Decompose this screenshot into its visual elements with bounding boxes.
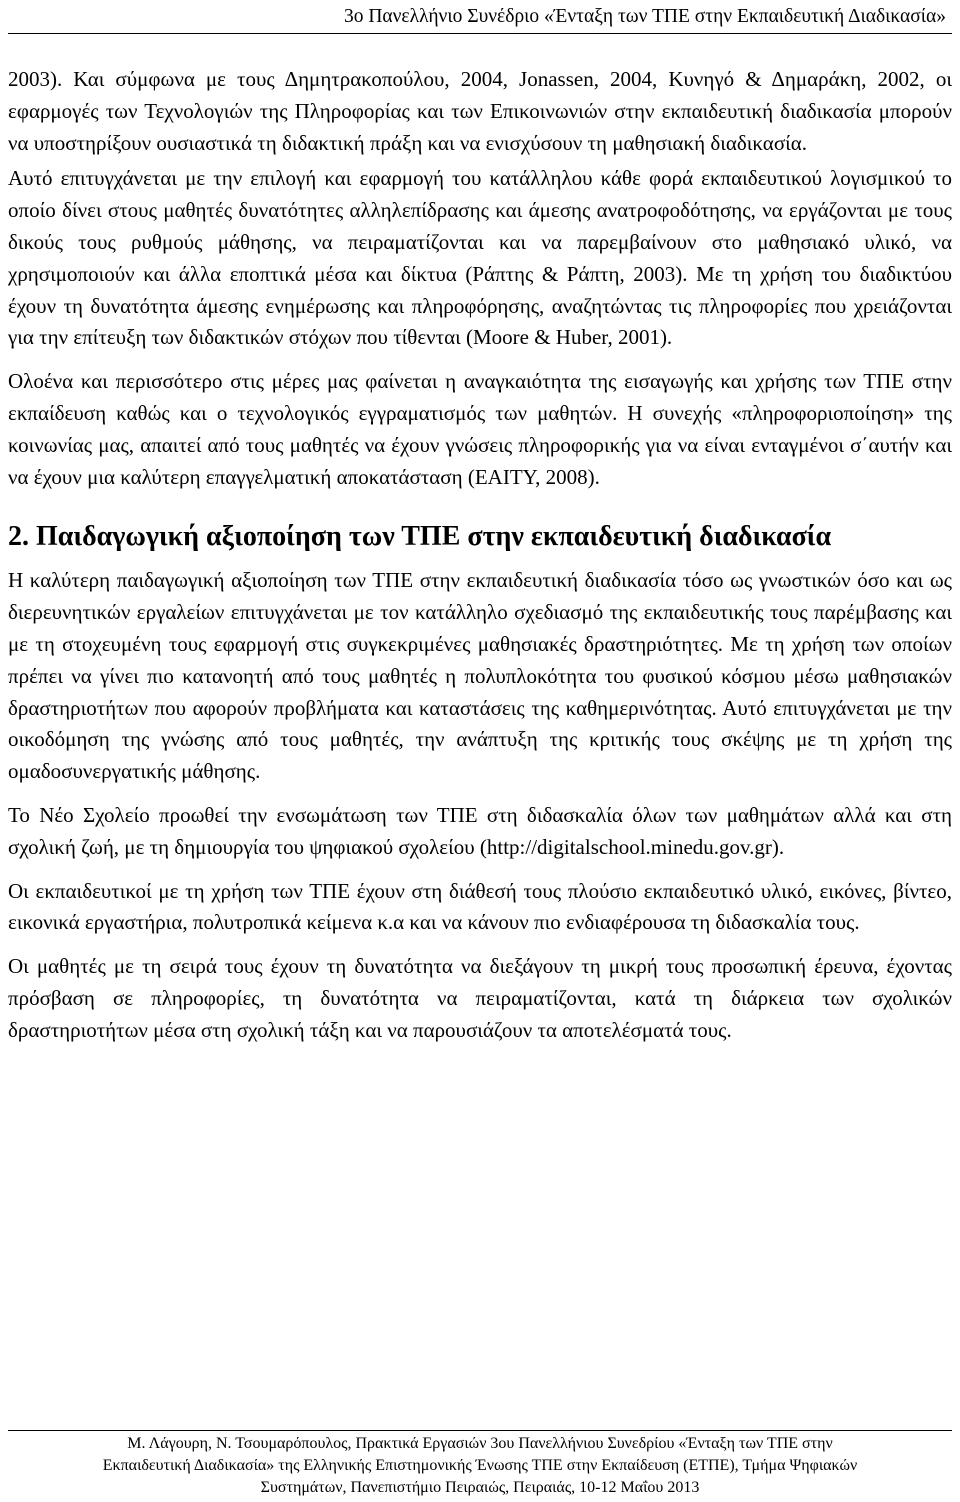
section-paragraph-2: Το Νέο Σχολείο προωθεί την ενσωμάτωση των ΤΠΕ στη διδασκαλία όλων των μαθημάτων αλλά και στη σχολική ζωή, με τη δημιουργία του ψηφιακού σχολείου (http://digitalschool.minedu.gov.gr). bbox=[8, 802, 952, 859]
page-content bbox=[8, 64, 952, 1059]
section-heading: 2. Παιδαγωγική αξιοποίηση των ΤΠΕ στην εκπαιδευτική διαδικασία bbox=[8, 521, 832, 553]
footer-divider bbox=[8, 1430, 952, 1431]
body-paragraph-3: Ολοένα και περισσότερο στις μέρες μας φαίνεται η αναγκαιότητα της εισαγωγής και χρήσης των ΤΠΕ στην εκπαίδευση καθώς και ο τεχνολογικός εγγραματισμός των μαθητών. Η συνεχής «πληροφοριοποίηση» της κοινωνίας μας, απαιτεί από τους μαθητές να έχουν γνώσεις πληροφορικής για να είναι ενταγμένοι σ΄αυτήν και να έχουν μια καλύτερη επαγγελματική αποκατάσταση (ΕΑΙΤΥ, 2008). bbox=[8, 369, 952, 489]
section-paragraph-1: Η καλύτερη παιδαγωγική αξιοποίηση των ΤΠΕ στην εκπαιδευτική διαδικασία τόσο ως γνωστικών όσο και ως διερευνητικών εργαλείων επιτυγχάνεται με τον κατάλληλο σχεδιασμό της εκπαιδευτικής τους παρέμβασης και με τη στοχευμένη τους εφαρμογή στις συγκεκριμένες μαθησιακές δραστηριότητες. Με τη χρήση των οποίων πρέπει να γίνει πιο κατανοητή από τους μαθητές η πολυπλοκότητα του φυσικού κόσμου μέσω μαθησιακών δραστηριοτήτων που αφορούν προβλήματα και καταστάσεις της καθημερινότητας. Αυτό επιτυγχάνεται με την οικοδόμηση της γνώσης από τους μαθητές, την ανάπτυξη της κριτικής τους σκέψης με τη χρήση της ομαδοσυνεργατικής μάθησης. bbox=[8, 568, 952, 784]
page-footer bbox=[8, 1433, 952, 1499]
footer-line-2: Εκπαιδευτική Διαδικασία» της Ελληνικής Επιστημονικής Ένωσης ΤΠΕ στην Εκπαίδευση (ΕΤΠΕ), Τμήμα Ψηφιακών bbox=[102, 1457, 858, 1474]
section-paragraph-3: Οι εκπαιδευτικοί με τη χρήση των ΤΠΕ έχουν στη διάθεσή τους πλούσιο εκπαιδευτικό υλικό, εικόνες, βίντεο, εικονικά εργαστήρια, πολυτροπικά κείμενα κ.α και να κάνουν πιο ενδιαφέρουσα τη διδασκαλία τους. bbox=[8, 878, 952, 935]
section-paragraph-4: Οι μαθητές με τη σειρά τους έχουν τη δυνατότητα να διεξάγουν τη μικρή τους προσωπική έρευνα, έχοντας πρόσβαση σε πληροφορίες, τη δυνατότητα να πειραματίζονται, κατά τη διάρκεια των σχολικών δραστηριοτήτων μέσα στη σχολική τάξη και να παρουσιάζουν τα αποτελέσματά τους. bbox=[8, 954, 952, 1042]
running-header: 3ο Πανελλήνιο Συνέδριο «Ένταξη των ΤΠΕ στην Εκπαιδευτική Διαδικασία» bbox=[343, 6, 946, 27]
body-paragraph-2: Αυτό επιτυγχάνεται με την επιλογή και εφαρμογή του κατάλληλου κάθε φορά εκπαιδευτικού λογισμικού το οποίο δίνει στους μαθητές δυνατότητες αλληλεπίδρασης και άμεσης ανατροφοδότησης, να εργάζονται με τους δικούς τους ρυθμούς μάθησης, να πειραματίζονται και να παρεμβαίνουν στο μαθησιακό υλικό, να χρησιμοποιούν και άλλα εποπτικά μέσα και δίκτυα (Ράπτης & Ράπτη, 2003). Με τη χρήση του διαδικτύου έχουν τη δυνατότητα άμεσης ενημέρωσης και πληροφόρησης, αναζητώντας τις πληροφορίες που χρειάζονται για την επίτευξη των διδακτικών στόχων που τίθενται (Moore & Huber, 2001). bbox=[8, 166, 952, 350]
header-divider bbox=[8, 33, 952, 34]
body-paragraph-1: 2003). Και σύμφωνα με τους Δημητρακοπούλου, 2004, Jonassen, 2004, Κυνηγό & Δημαράκη, 2002, οι εφαρμογές των Τεχνολογιών της Πληροφορίας και των Επικοινωνιών στην εκπαιδευτική διαδικασία μπορούν να υποστηρίξουν ουσιαστικά τη διδακτική πράξη και να ενισχύσουν τη μαθησιακή διαδικασία. bbox=[8, 67, 952, 155]
footer-line-1: Μ. Λάγουρη, Ν. Τσουμαρόπουλος, Πρακτικά Εργασιών 3ου Πανελλήνιου Συνεδρίου «Ένταξη των ΤΠΕ στην bbox=[127, 1435, 833, 1452]
footer-line-3: Συστημάτων, Πανεπιστήμιο Πειραιώς, Πειραιάς, 10-12 Μαΐου 2013 bbox=[260, 1479, 700, 1496]
